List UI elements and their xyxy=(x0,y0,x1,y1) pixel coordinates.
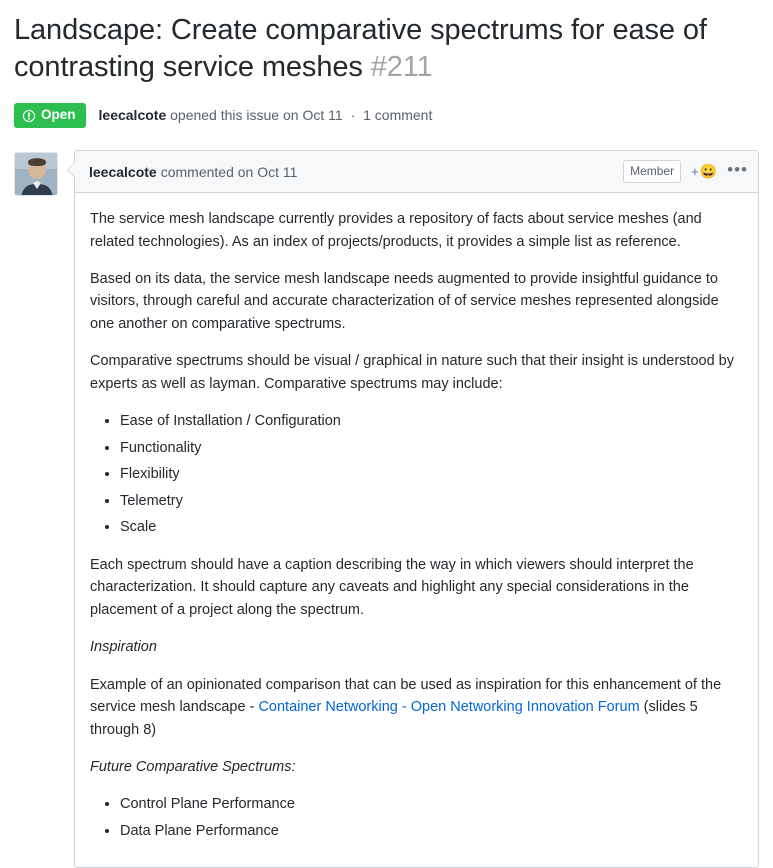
list-item: • Telemetry xyxy=(120,490,743,512)
add-reaction-button[interactable] xyxy=(691,163,717,180)
inspiration-heading xyxy=(90,636,743,658)
timeline xyxy=(14,150,759,868)
future-spectrum-list xyxy=(90,793,743,842)
list-item: • Scale xyxy=(120,516,743,538)
page-title xyxy=(14,12,759,86)
issue-number[interactable]: #211 xyxy=(370,51,433,84)
issue-author-link[interactable]: leecalcote xyxy=(98,106,167,123)
list-item: • Flexibility xyxy=(120,463,743,485)
status-badge[interactable] xyxy=(14,103,86,128)
issue-title-text: Landscape: Create comparative spectrums for ease of contrasting service meshes xyxy=(14,14,707,84)
inspiration-paragraph xyxy=(90,674,743,741)
comment-paragraph-4: Each spectrum should have a caption describing the way in which viewers should interpret the characterization. It should capture any caveats and highlight any special considerations in the placement of a project along the spectrum. xyxy=(90,556,694,618)
comment-count: 1 comment xyxy=(363,106,433,123)
smiley-icon: 😀 xyxy=(699,163,718,180)
comment-timestamp[interactable]: commented on Oct 11 xyxy=(160,163,298,180)
issue-opened-text: opened this issue on Oct 11 xyxy=(170,106,343,123)
member-badge: Member xyxy=(623,160,681,183)
comment-paragraph-2: Based on its data, the service mesh landscape needs augmented to provide insightful guidance to visitors, through careful and accurate characterization of of service meshes represented alongside one another on comparative spectrums. xyxy=(90,271,719,332)
spectrum-list xyxy=(90,410,743,538)
avatar[interactable] xyxy=(14,152,58,196)
inspiration-heading-text: Inspiration xyxy=(90,639,157,656)
meta-separator: · xyxy=(350,106,356,123)
inspiration-text-after: (slides 5 through 8) xyxy=(90,699,698,738)
comment-paragraph-1: The service mesh landscape currently provides a repository of facts about service meshes (and related technologies). As an index of projects/products, it provides a simple list as reference. xyxy=(90,211,702,250)
issue-meta-text xyxy=(99,106,433,126)
inspiration-text-before: Example of an opinionated comparison that can be used as inspiration for this enhancement of the service mesh landscape - xyxy=(90,676,722,716)
status-badge-label: Open xyxy=(41,107,76,123)
plus-icon: + xyxy=(691,164,699,180)
comment-author-link[interactable]: leecalcote xyxy=(89,163,157,180)
list-item: • Control Plane Performance xyxy=(120,793,743,815)
comment-paragraph-3: Comparative spectrums should be visual / graphical in nature such that their insight is understood by experts as well as layman. Comparative spectrums may include: xyxy=(90,353,734,392)
comment-card xyxy=(74,150,759,868)
kebab-menu-icon[interactable]: ••• xyxy=(727,159,748,179)
list-item: • Functionality xyxy=(120,437,743,459)
comment-header-actions xyxy=(623,160,748,183)
issue-meta-row xyxy=(14,103,759,140)
list-item: • Ease of Installation / Configuration xyxy=(120,410,743,432)
future-spectrums-heading xyxy=(90,756,743,778)
issue-open-icon xyxy=(22,109,36,123)
comment-body xyxy=(75,193,758,867)
list-item: • Data Plane Performance xyxy=(120,820,743,842)
inspiration-link[interactable]: Container Networking - Open Networking Innovation Forum xyxy=(258,699,640,716)
future-spectrums-heading-text: Future Comparative Spectrums: xyxy=(90,758,296,775)
comment-header xyxy=(75,151,758,193)
